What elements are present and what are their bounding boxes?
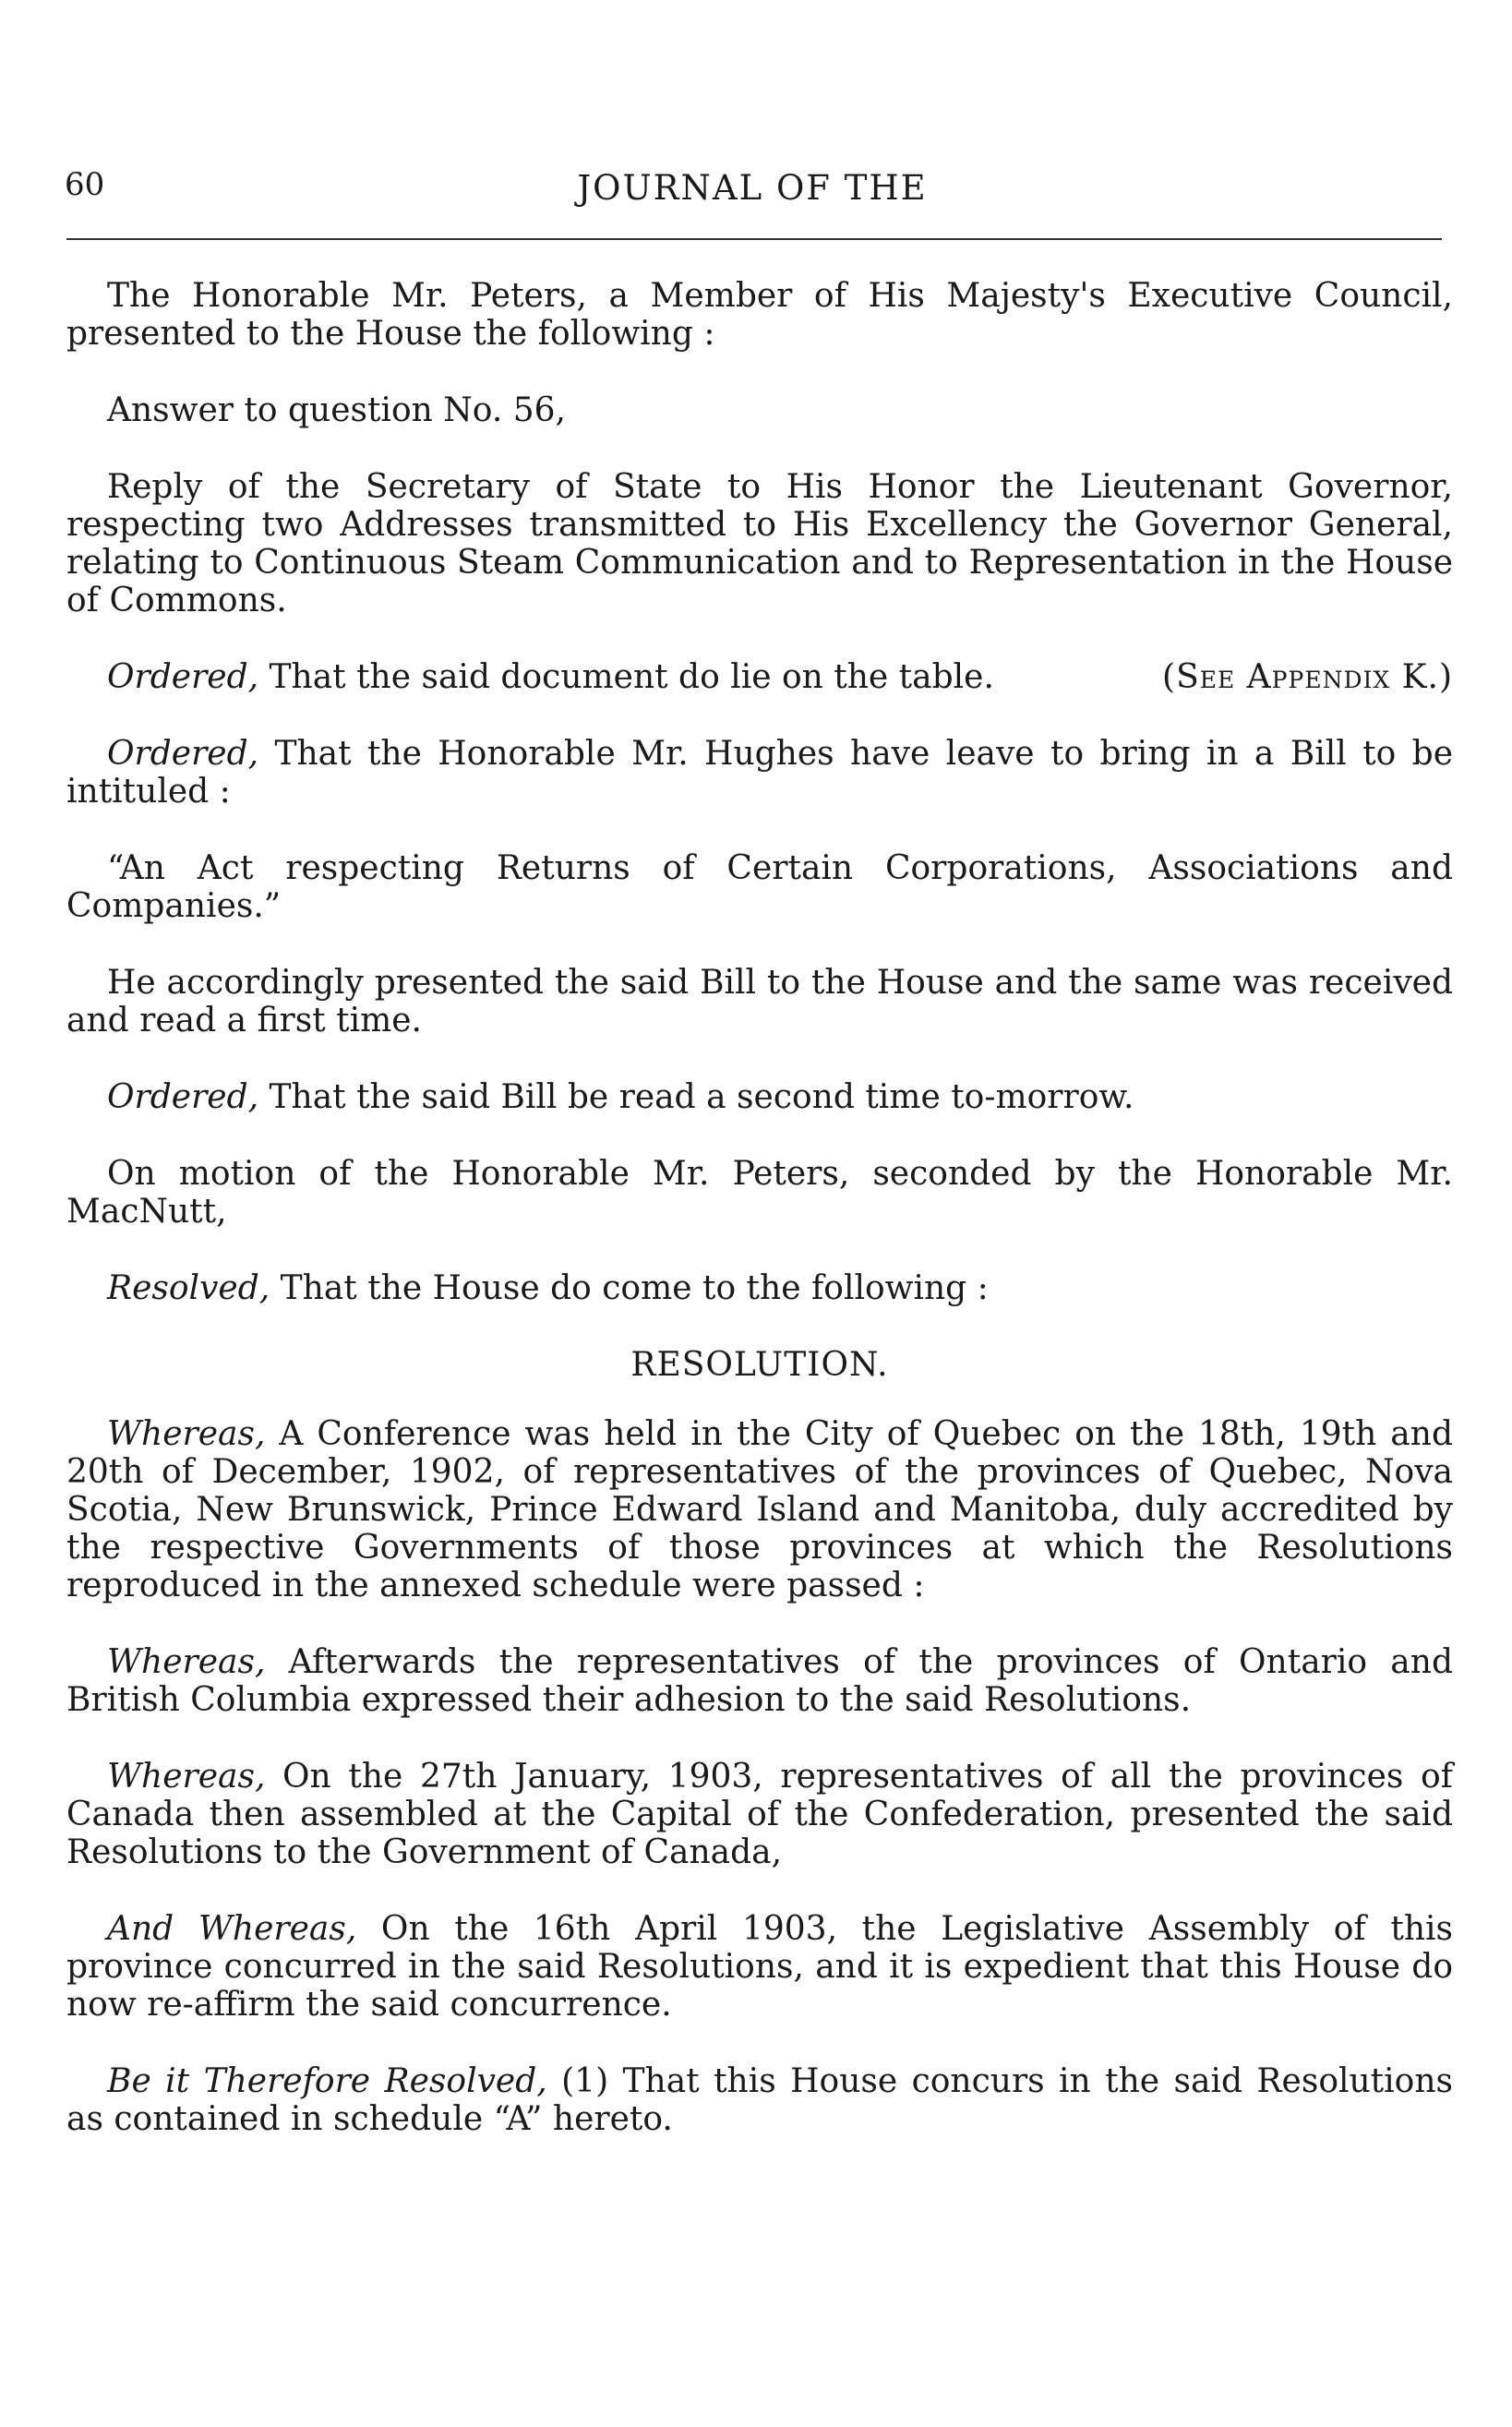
paragraph-and-whereas	[66, 1910, 1453, 2024]
paragraph-resolved	[66, 1269, 1453, 1307]
be-it-resolved-text: (1) That this House concurs in the said Resolutions as contained in schedule “A” hereto.	[66, 2062, 1453, 2138]
whereas-lead: Whereas,	[107, 1758, 266, 1796]
page-header	[65, 159, 1440, 223]
resolution-heading: RESOLUTION.	[630, 1346, 889, 1384]
whereas-text: A Conference was held in the City of Quebec on the 18th, 19th and 20th of December, 1902, of representatives of the provinces of Quebec, Nova Scotia, New Brunswick, Prince Edward Island and Manitoba, duly accredited by the respective Governments of those provinces at which the Resolutions reproduced in the annexed schedule were passed :	[66, 1415, 1453, 1604]
ordered-text: That the said Bill be read a second time to-morrow.	[258, 1078, 1134, 1116]
page-number: 60	[65, 166, 105, 203]
be-it-resolved-lead: Be it Therefore Resolved,	[107, 2062, 547, 2100]
paragraph-whereas-conference	[66, 1415, 1453, 1604]
ordered-lead: Ordered,	[107, 658, 259, 696]
paragraph-answer: Answer to question No. 56,	[107, 391, 566, 429]
resolved-lead: Resolved,	[107, 1269, 270, 1307]
paragraph-first-reading: He accordingly presented the said Bill to the House and the same was received and read a first time.	[66, 964, 1453, 1039]
paragraph-presentation: The Honorable Mr. Peters, a Member of His Majesty's Executive Council, presented to the House the following :	[66, 277, 1453, 353]
whereas-lead: Whereas,	[107, 1643, 266, 1681]
and-whereas-lead: And Whereas,	[107, 1910, 357, 1948]
header-rule	[66, 238, 1442, 240]
ordered-text: That the said document do lie on the table.	[258, 658, 994, 696]
paragraph-be-it-resolved	[66, 2062, 1453, 2138]
paragraph-ordered-second-reading	[66, 1078, 1453, 1116]
whereas-text: Afterwards the representatives of the provinces of Ontario and British Columbia expressed their adhesion to the said Resolutions.	[66, 1643, 1453, 1719]
and-whereas-text: On the 16th April 1903, the Legislative Assembly of this province concurred in the said Resolutions, and it is expedient that this House do now re-affirm the said concurrence.	[66, 1910, 1453, 2024]
paragraph-whereas-presented	[66, 1758, 1453, 1871]
whereas-text: On the 27th January, 1903, representatives of all the provinces of Canada then assembled at the Capital of the Confederation, presented the said Resolutions to the Government of Canada,	[66, 1758, 1453, 1871]
whereas-lead: Whereas,	[107, 1415, 266, 1453]
ordered-lead: Ordered,	[107, 1078, 259, 1116]
body-text	[66, 277, 1453, 2177]
appendix-reference: (See Appendix K.)	[1162, 658, 1453, 696]
paragraph-ordered-bill	[66, 735, 1453, 811]
resolved-text: That the House do come to the following :	[270, 1269, 989, 1307]
ordered-lead: Ordered,	[107, 735, 259, 773]
paragraph-whereas-adhesion	[66, 1643, 1453, 1719]
ordered-text: That the Honorable Mr. Hughes have leave to bring in a Bill to be intituled :	[66, 735, 1453, 811]
paragraph-reply: Reply of the Secretary of State to His Honor the Lieutenant Governor, respecting two Addresses transmitted to His Excellency the Governor General, relating to Continuous Steam Communication and to Representation in the House of Commons.	[66, 468, 1453, 619]
paragraph-ordered-table	[66, 658, 1453, 696]
paragraph-motion: On motion of the Honorable Mr. Peters, seconded by the Honorable Mr. MacNutt,	[66, 1155, 1453, 1231]
running-head: JOURNAL OF THE	[577, 168, 928, 208]
paragraph-act-title: “An Act respecting Returns of Certain Corporations, Associations and Companies.”	[66, 849, 1453, 925]
